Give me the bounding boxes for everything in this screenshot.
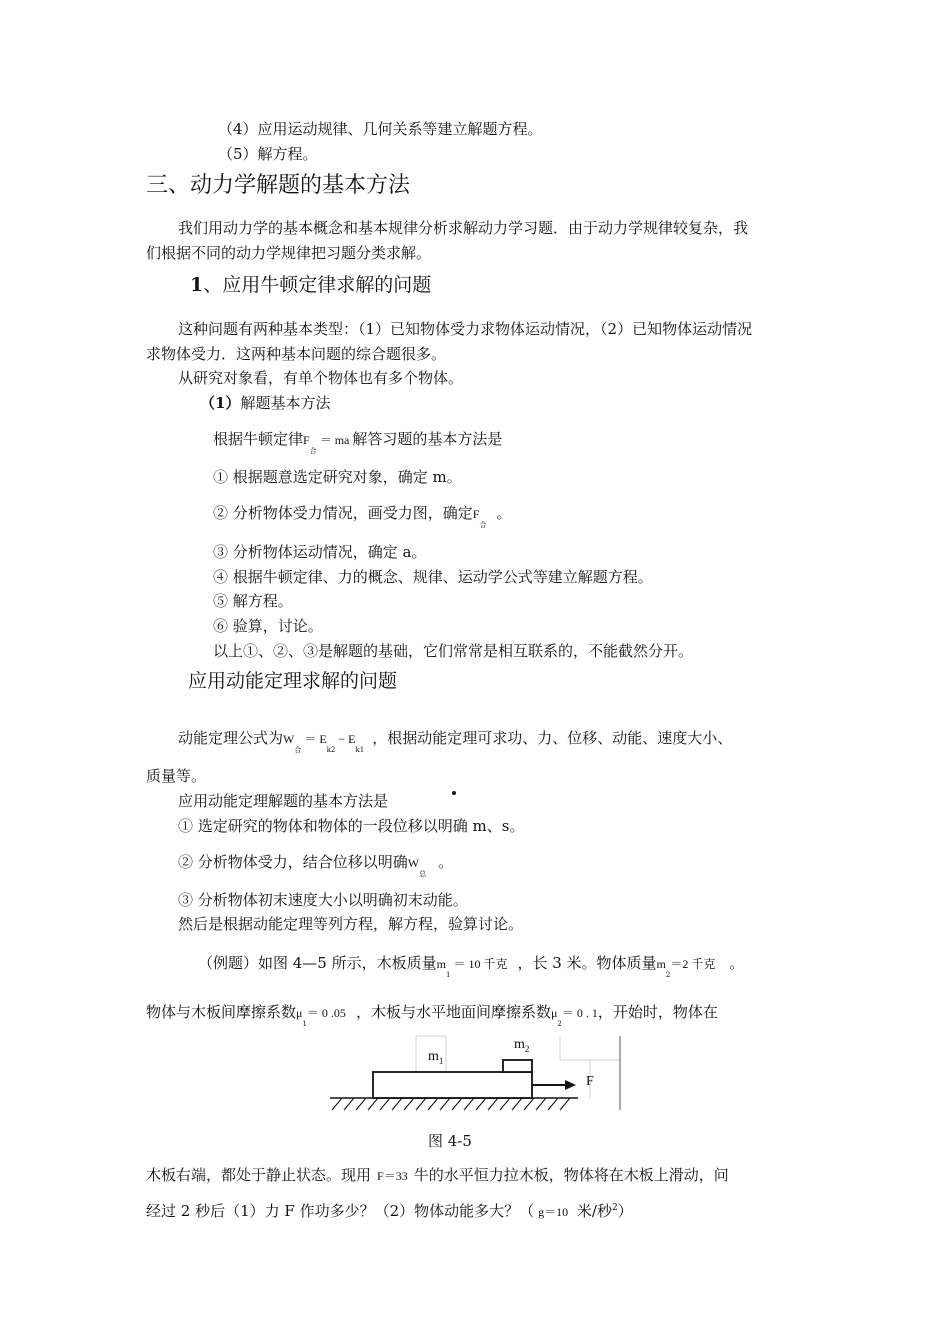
var-g-unit-sup: 2 <box>611 1203 618 1213</box>
formula-F: F <box>303 433 310 447</box>
formula-pre: 动能定理公式为 <box>178 729 284 747</box>
newton-step-2 <box>213 503 512 529</box>
figure-caption: 图 4-5 <box>428 1132 472 1150</box>
var-mu1-value: ＝ 0 .05 <box>306 1006 346 1020</box>
formula-k2: k2 <box>326 746 336 754</box>
m1-label: $m_1$ <box>428 1049 444 1066</box>
sub1-para1-line2: 求物体受力．这两种基本问题的综合题很多。 <box>146 345 447 363</box>
energy-formula-line <box>178 728 733 754</box>
intro-line-1: 我们用动力学的基本概念和基本规律分析求解动力学习题．由于动力学规律较复杂，我 <box>178 219 749 237</box>
var-g-value: g＝10 <box>538 1205 569 1219</box>
energy-step-2 <box>178 852 454 878</box>
newton-step-2-post: 。 <box>496 504 512 522</box>
energy-step-3: ③ 分析物体初末速度大小以明确初末动能。 <box>178 891 468 909</box>
var-m1: m <box>436 957 446 971</box>
method-title-number: （1） <box>200 394 241 412</box>
example-l3-pre: 木板右端，都处于静止状态。现用 <box>146 1166 372 1184</box>
figure-4-5 <box>320 1028 640 1120</box>
formula-F-sub: 合 <box>479 521 487 529</box>
example-l4-pre: 经过 2 秒后（1）力 F 作功多少？（2）物体动能多大？（ <box>146 1202 535 1220</box>
example-l1-pre: （例题）如图 4—5 所示，木板质量 <box>198 954 437 972</box>
subsection-1-number: 1 <box>190 274 204 296</box>
example-l2-post: ，开始时，物体在 <box>597 1003 718 1021</box>
m2-label: $m_2$ <box>514 1037 530 1054</box>
formula-eq: ＝ E <box>301 732 327 746</box>
var-mu1-sub: 1 <box>302 1020 307 1028</box>
formula-eq: ＝ ma <box>316 433 353 447</box>
example-l1-mid: ，长 3 米。物体质量 <box>517 954 657 972</box>
var-m2-value: ＝2 千克 <box>670 957 716 971</box>
example-line-3 <box>146 1165 729 1186</box>
block-m2 <box>503 1060 532 1072</box>
method-lead-pre: 根据牛顿定律 <box>213 430 304 448</box>
formula-W: W <box>407 856 420 870</box>
var-F-value: F＝33 <box>377 1169 408 1183</box>
method-title <box>200 393 330 413</box>
example-line-1 <box>198 953 745 979</box>
newton-step-6: ⑥ 验算，讨论。 <box>213 617 323 635</box>
newton-step-5: ⑤ 解方程。 <box>213 592 293 610</box>
force-arrow-head <box>565 1080 576 1090</box>
formula-k1: k1 <box>355 746 365 754</box>
formula-W-sub: 总 <box>419 870 427 878</box>
step-5-line: （5）解方程。 <box>218 145 318 163</box>
bullet-dot <box>452 791 456 795</box>
method-title-text: 解题基本方法 <box>240 394 331 412</box>
var-g-unit: 米/秒 <box>572 1202 612 1220</box>
newton-step-2-pre: ② 分析物体受力情况，画受力图，确定 <box>213 504 473 522</box>
example-l1-end: 。 <box>729 954 745 972</box>
subsection-2-heading: 应用动能定理求解的问题 <box>188 670 398 692</box>
example-l2-mid: ，木板与水平地面间摩擦系数 <box>355 1003 551 1021</box>
var-mu1: μ <box>296 1006 303 1020</box>
subsection-1-heading <box>190 272 431 298</box>
sub1-para2: 从研究对象看，有单个物体也有多个物体。 <box>178 369 464 387</box>
formula-post: ，根据动能定理可求功、力、位移、动能、速度大小、 <box>372 729 733 747</box>
example-l2-pre: 物体与木板间摩擦系数 <box>146 1003 297 1021</box>
energy-formula-cont: 质量等。 <box>146 767 207 785</box>
formula-F: F <box>472 507 480 521</box>
intro-line-2: 们根据不同的动力学规律把习题分类求解。 <box>146 244 432 262</box>
var-m1-sub: 1 <box>445 971 451 979</box>
example-l3-post: 牛的水平恒力拉木板，物体将在木板上滑动，问 <box>413 1166 729 1184</box>
formula-F-sub: 合 <box>309 447 317 455</box>
var-mu2: μ <box>550 1006 558 1020</box>
subsection-1-title: 、应用牛顿定律求解的问题 <box>203 274 432 296</box>
formula-W-sub: 合 <box>294 746 302 754</box>
ground-hatching <box>332 1098 570 1110</box>
method-lead <box>213 429 503 455</box>
energy-method-lead: 应用动能定理解题的基本方法是 <box>178 792 389 810</box>
var-m1-value: ＝ 10 千克 <box>450 957 508 971</box>
formula-W: W <box>283 732 295 746</box>
example-l4-end: ） <box>617 1202 633 1220</box>
step-4-line: （4）应用运动规律、几何关系等建立解题方程。 <box>218 120 543 138</box>
example-line-2 <box>146 1002 718 1028</box>
var-m2-sub: 2 <box>665 971 671 979</box>
var-mu2-value: ＝ 0 . 1 <box>561 1006 598 1020</box>
formula-minus: − E <box>335 732 356 746</box>
var-mu2-sub: 2 <box>557 1020 562 1028</box>
newton-step-3: ③ 分析物体运动情况，确定 a。 <box>213 543 427 561</box>
var-m2: m <box>656 957 666 971</box>
newton-step-1: ① 根据题意选定研究对象，确定 m。 <box>213 468 462 486</box>
energy-step-1: ① 选定研究的物体和物体的一段位移以明确 m、s。 <box>178 817 525 835</box>
newton-step-4: ④ 根据牛顿定律、力的概念、规律、运动学公式等建立解题方程。 <box>213 568 653 586</box>
newton-note: 以上①、②、③是解题的基础，它们常常是相互联系的，不能截然分开。 <box>213 642 694 660</box>
sub1-para1-line1: 这种问题有两种基本类型：（1）已知物体受力求物体运动情况，（2）已知物体运动情况 <box>178 320 753 338</box>
section-heading: 三、动力学解题的基本方法 <box>146 173 411 198</box>
force-label: F <box>586 1074 594 1089</box>
energy-closing: 然后是根据动能定理等列方程，解方程，验算讨论。 <box>178 915 524 933</box>
example-line-4 <box>146 1201 633 1224</box>
energy-step-2-post: 。 <box>438 853 454 871</box>
energy-step-2-pre: ② 分析物体受力，结合位移以明确 <box>178 853 408 871</box>
method-lead-post: 解答习题的基本方法是 <box>352 430 503 448</box>
board-m1 <box>373 1072 532 1098</box>
